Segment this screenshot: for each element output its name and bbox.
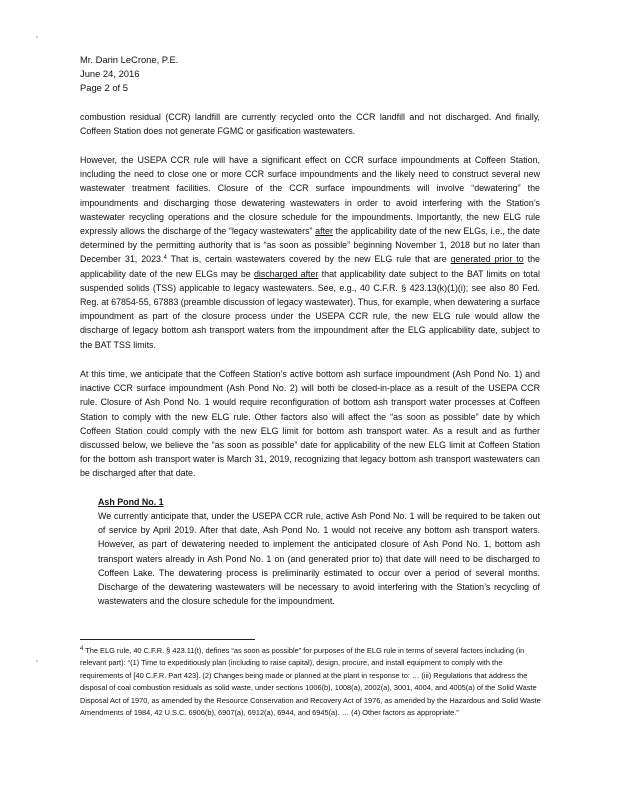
paragraph-anticipation: At this time, we anticipate that the Coffeen Station’s active bottom ash surface impoundment (Ash Pond No. 1) and inactive CCR surface impoundment (Ash Pond No. 2) will both be closed-in-place as a result of the USEPA CCR rule. Closure of Ash Pond No. 1 would require reconfiguration of bottom ash transport water processes at Coffeen Station to comply with the new ELG rule. Other factors also will affect the “as soon as possible” date by which Coffeen Station could comply with the new ELG limit for bottom ash transport water. As a result and as further discussed below, we believe the “as soon as possible” date for applicability of the new ELG limit at Coffeen Station for the bottom ash transport water is March 31, 2019, recognizing that legacy bottom ash transport wastewaters can be discharged after that date. bbox=[80, 369, 540, 479]
paragraph-continuation: combustion residual (CCR) landfill are currently recycled onto the CCR landfill and not discharged. And finally, Coffeen Station does not generate FGMC or gasification wastewaters. bbox=[80, 112, 540, 137]
paragraph-ccr-rule: However, the USEPA CCR rule will have a significant effect on CCR surface impoundments at Coffeen Station, including the need to close one or more CCR surface impoundments and the likely need to construct several new wastewater treatment facilities. Closure of the CCR surface impoundments will involve “dewatering” the impoundments and discharging those dewatering wastewaters in order to avoid interfering with the Station’s wastewater recycling operations and the closure schedule for the impoundments. Importantly, the new ELG rule expressly allows the discharge of the “legacy wastewaters” after the applicability date of the new ELGs, i.e., the date determined by the permitting authority that is “as soon as possible” beginning November 1, 2018 but no later than December 31, 2023.$^4$ That is, certain wastewaters covered by the new ELG rule that are generated prior to the applicability date of the new ELGs may be discharged after that applicability date subject to the BAT limits on total suspended solids (TSS) applicable to legacy wastewaters. See, e.g., 40 C.F.R. § 423.13(k)(1)(i); see also 80 Fed. Reg. at 67854-55, 67883 (preamble discussion of legacy wastewater). Thus, for example, when dewatering a surface impoundment as part of the closure process under the USEPA CCR rule, the new ELG rule would allow the discharge of legacy bottom ash transport waters from the impoundment after the ELG applicability date, subject to the BAT TSS limits. bbox=[80, 155, 540, 350]
scan-speck bbox=[36, 36, 38, 38]
letter-date: June 24, 2016 bbox=[80, 68, 140, 79]
footnote-divider bbox=[80, 639, 255, 640]
scan-speck bbox=[36, 660, 38, 662]
footnote-4 bbox=[80, 645, 542, 719]
section-heading-ash-pond-1: Ash Pond No. 1 bbox=[98, 497, 164, 507]
paragraph-ash-pond-1: We currently anticipate that, under the USEPA CCR rule, active Ash Pond No. 1 will be required to be taken out of service by April 2019. After that date, Ash Pond No. 1 would not receive any bottom ash transport waters. However, as part of dewatering needed to implement the anticipated closure of Ash Pond No. 1, bottom ash transport waters already in Ash Pond No. 1 on (and generated prior to) that date will need to be discharged to Coffeen Lake. The dewatering process is preliminarily estimated to occur over a period of several months. Discharge of the dewatering wastewaters will be necessary to avoid interfering with the Station’s recycling of wastewaters and the closure schedule for the impoundment. bbox=[98, 511, 540, 607]
footnote-reference: 4 bbox=[163, 255, 167, 262]
page-number: Page 2 of 5 bbox=[80, 82, 128, 93]
footnote-text: The ELG rule, 40 C.F.R. § 423.11(t), defines “as soon as possible” for purposes of the ELG rule in terms of several factors including (in relevant part): “(1) Time to expeditiously plan (including to raise capital), design, procure, and install equipment to comply with the requirements of [40 C.F.R. Part 423]. (2) Changes being made or planned at the plant in response to: … (iii) Regulations that address the disposal of coal combustion residuals as solid waste, under sections 1006(b), 1008(a), 2002(a), 3001, 4004, and 4005(a) of the Solid Waste Disposal Act of 1970, as amended by the Resource Conservation and Recovery Act of 1976, as amended by the Hazardous and Solid Waste Amendments of 1984, 42 U.S.C. 6906(b), 6907(a), 6912(a), 6944, and 6945(a). … (4) Other factors as appropriate.” bbox=[80, 646, 541, 718]
footnote-number: 4 bbox=[80, 646, 84, 652]
recipient-name: Mr. Darin LeCrone, P.E. bbox=[80, 54, 179, 65]
letter-header bbox=[80, 53, 178, 95]
